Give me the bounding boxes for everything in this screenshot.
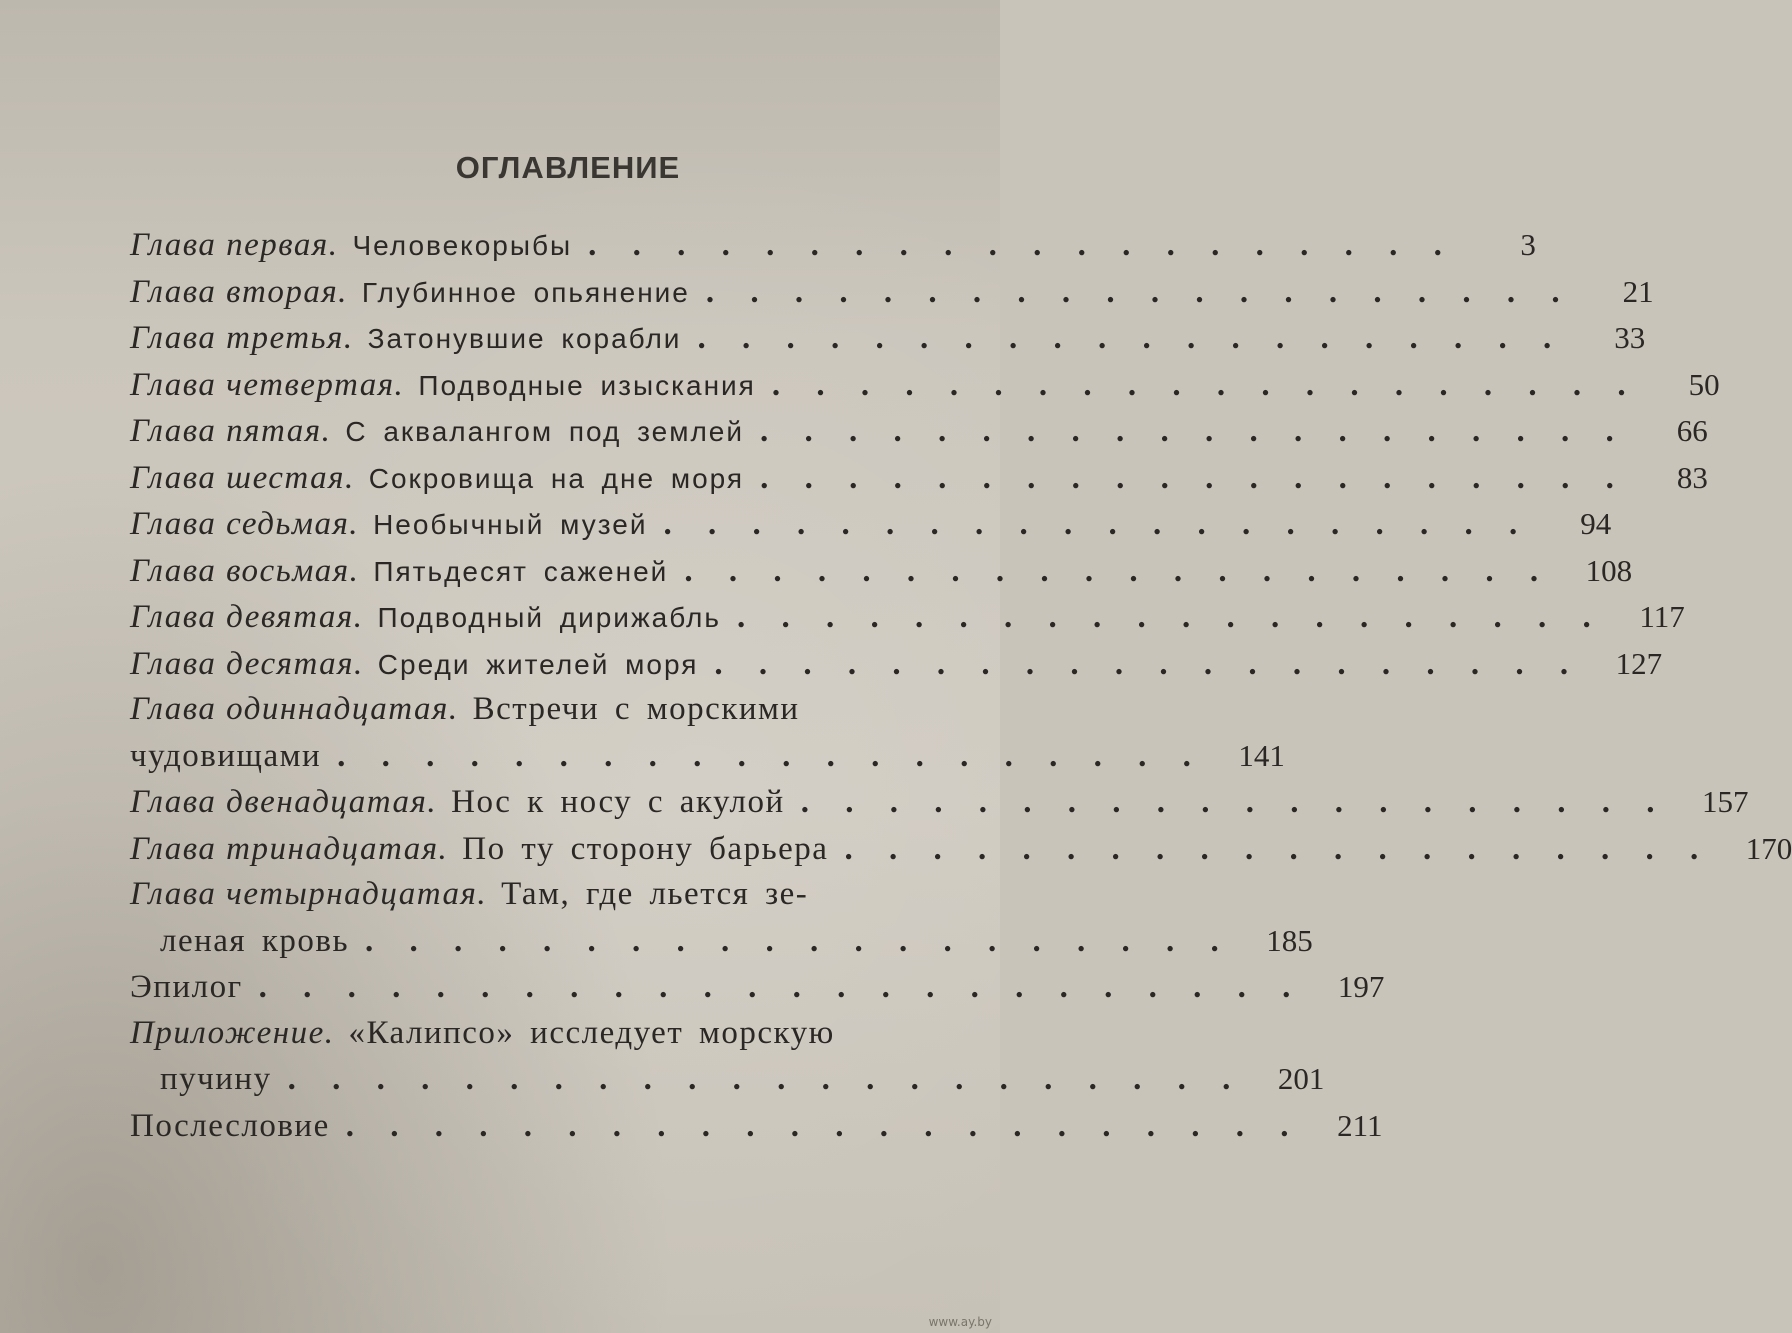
chapter-number: Глава четвертая. <box>130 366 405 403</box>
page-number: 33 <box>1614 320 1646 355</box>
page-number: 211 <box>1337 1107 1383 1143</box>
chapter-number: Глава восьмая. <box>130 552 360 589</box>
dot-leader: . . . . . . . . . . . . . . . . . . . . <box>736 599 1605 635</box>
toc-entry <box>130 964 1385 1011</box>
dot-leader: . . . . . . . . . . . . . . . . . . . . . . <box>287 1061 1245 1097</box>
page-title: ОГЛАВЛЕНИЕ <box>455 150 681 185</box>
toc-entry <box>130 826 1792 873</box>
section-title: Эпилог <box>130 969 243 1005</box>
toc-entry <box>130 362 1720 409</box>
dot-leader: . . . . . . . . . . . . . . . . . . . . <box>337 737 1205 774</box>
chapter-title: Пятьдесят саженей <box>373 555 669 587</box>
page-number: 50 <box>1688 366 1720 402</box>
page-number: 170 <box>1745 830 1792 866</box>
dot-leader: . . . . . . . . . . . . . . . . . . . . <box>760 413 1628 449</box>
dot-leader: . . . . . . . . . . . . . . . . . . . . <box>771 366 1640 403</box>
chapter-number: Приложение. <box>130 1014 335 1051</box>
dot-leader: . . . . . . . . . . . . . . . . . . . . <box>697 320 1566 356</box>
toc-entry <box>130 269 1654 316</box>
chapter-title: Там, где льется зе- <box>501 876 809 912</box>
toc-entry <box>130 1011 1325 1103</box>
dot-leader: . . . . . . . . . . . . . . . . . . . . <box>684 552 1553 589</box>
chapter-title: По ту сторону барьера <box>462 830 829 867</box>
dot-leader: . . . . . . . . . . . . . . . . . . . . . . <box>345 1107 1303 1144</box>
chapter-title: Подводный дирижабль <box>377 602 721 633</box>
chapter-title: С аквалангом под землей <box>345 416 744 447</box>
toc-entry <box>130 641 1663 688</box>
table-of-contents <box>130 222 1792 1149</box>
chapter-title: Необычный музей <box>373 509 648 540</box>
toc-entry <box>130 779 1749 826</box>
toc-entry <box>130 501 1612 548</box>
page-number: 21 <box>1622 273 1654 309</box>
chapter-number: Глава вторая. <box>130 273 348 310</box>
chapter-number: Глава одиннадцатая. <box>130 691 459 727</box>
page-number: 141 <box>1238 737 1285 773</box>
toc-entry <box>130 315 1646 362</box>
chapter-title-continued: пучину <box>160 1061 272 1097</box>
page-number: 185 <box>1266 922 1313 958</box>
dot-leader: . . . . . . . . . . . . . . . . . . . . <box>705 273 1574 310</box>
chapter-number: Глава десятая. <box>130 645 364 682</box>
page-number: 197 <box>1337 969 1385 1004</box>
page-number: 117 <box>1639 599 1685 634</box>
toc-entry <box>130 455 1708 502</box>
dot-leader: . . . . . . . . . . . . . . . . . . . . <box>800 784 1669 820</box>
page-number: 66 <box>1676 413 1708 448</box>
watermark: www.ay.by <box>928 1315 992 1329</box>
page-number: 94 <box>1580 506 1612 541</box>
chapter-number: Глава двенадцатая. <box>130 784 438 820</box>
chapter-number: Глава тринадцатая. <box>130 830 449 867</box>
chapter-number: Глава первая. <box>130 227 339 263</box>
page-number: 108 <box>1585 552 1633 588</box>
chapter-title: Затонувшие корабли <box>367 323 682 354</box>
chapter-number: Глава девятая. <box>130 599 364 635</box>
toc-entry <box>130 548 1633 595</box>
section-title: Послесловие <box>130 1107 330 1144</box>
dot-leader: . . . . . . . . . . . . . . . . . . . . <box>663 506 1532 542</box>
dot-leader: . . . . . . . . . . . . . . . . . . . . <box>365 922 1233 959</box>
page-number: 157 <box>1701 784 1749 819</box>
chapter-title: Нос к носу с акулой <box>451 784 785 820</box>
chapter-title: «Калипсо» исследует морскую <box>348 1014 835 1051</box>
dot-leader: . . . . . . . . . . . . . . . . . . . . <box>844 830 1713 867</box>
page-number: 127 <box>1615 645 1663 681</box>
chapter-title: Среди жителей моря <box>377 648 699 680</box>
chapter-title-continued: чудовищами <box>130 737 322 774</box>
chapter-number: Глава пятая. <box>130 413 332 449</box>
chapter-title: Сокровища на дне моря <box>368 462 745 494</box>
dot-leader: . . . . . . . . . . . . . . . . . . . . <box>588 227 1456 263</box>
chapter-title: Подводные изыскания <box>418 369 756 401</box>
toc-entry <box>130 408 1708 455</box>
chapter-title: Встречи с морскими <box>472 691 800 727</box>
toc-entry <box>130 872 1313 964</box>
chapter-title: Человекорыбы <box>352 230 573 261</box>
toc-entry <box>130 687 1285 779</box>
chapter-number: Глава седьмая. <box>130 506 360 542</box>
toc-entry <box>130 594 1685 641</box>
chapter-title: Глубинное опьянение <box>361 276 690 308</box>
page-number: 83 <box>1676 459 1708 495</box>
chapter-number: Глава четырнадцатая. <box>130 876 488 912</box>
page-number: 3 <box>1520 227 1536 262</box>
dot-leader: . . . . . . . . . . . . . . . . . . . . . . . . <box>258 969 1305 1005</box>
dot-leader: . . . . . . . . . . . . . . . . . . . . <box>714 645 1583 682</box>
chapter-number: Глава третья. <box>130 320 354 356</box>
chapter-number: Глава шестая. <box>130 459 355 496</box>
toc-entry <box>130 222 1536 269</box>
dot-leader: . . . . . . . . . . . . . . . . . . . . <box>760 459 1628 496</box>
chapter-title-continued: леная кровь <box>160 922 350 959</box>
toc-entry <box>130 1103 1383 1150</box>
page-number: 201 <box>1277 1061 1325 1096</box>
